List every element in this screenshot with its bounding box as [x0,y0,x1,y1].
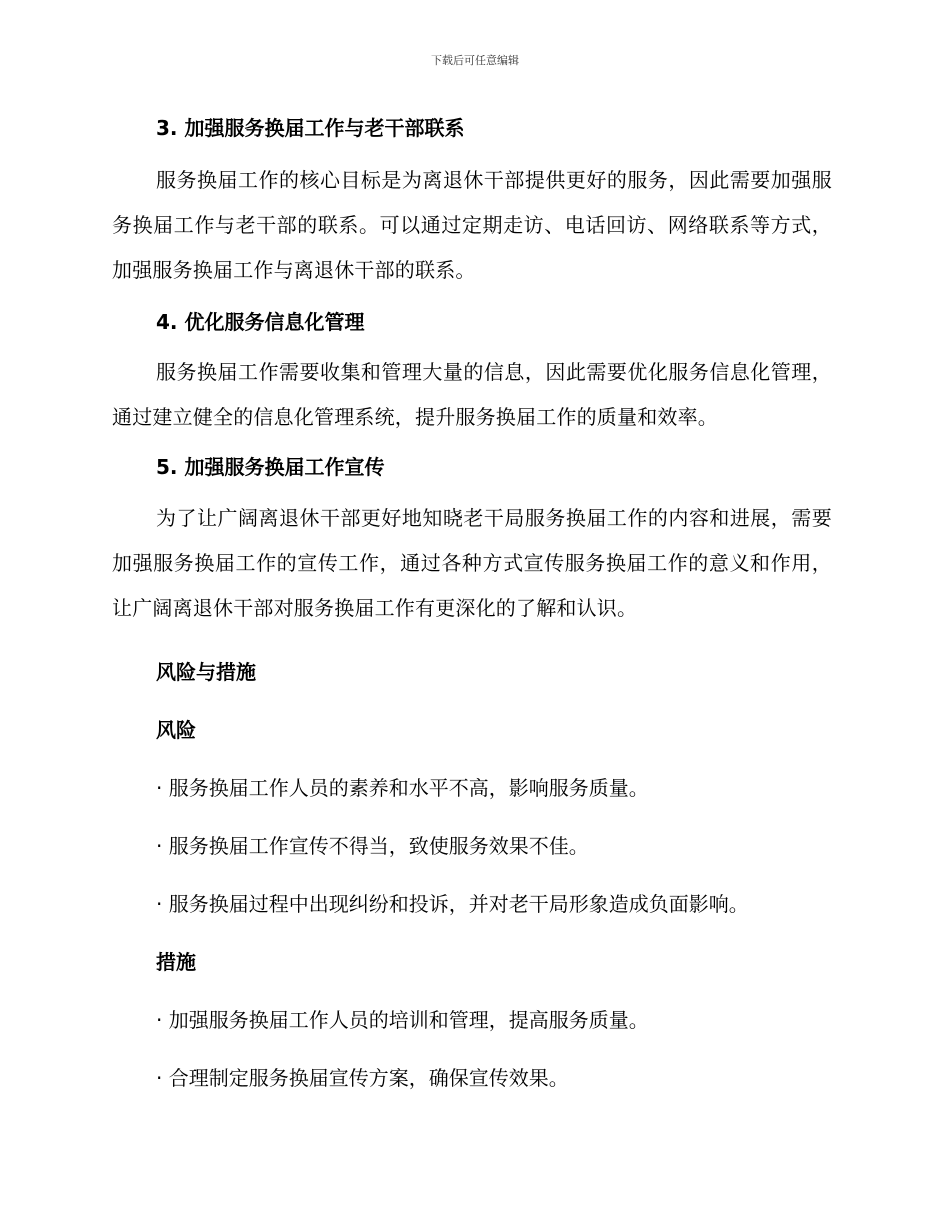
page-header: 下载后可任意编辑 [431,54,519,67]
section-4-paragraph: 服务换届工作需要收集和管理大量的信息，因此需要优化服务信息化管理，通过建立健全的信息化管理系统，提升服务换届工作的质量和效率。 [112,360,832,429]
risk-item: · 服务换届工作人员的素养和水平不高，影响服务质量。 [156,776,649,800]
section-5-heading: 5. 加强服务换届工作宣传 [156,455,385,479]
section-3-heading: 3. 加强服务换届工作与老干部联系 [156,116,465,140]
measures-subheading: 措施 [156,950,196,974]
section-3-paragraph: 服务换届工作的核心目标是为离退休干部提供更好的服务，因此需要加强服务换届工作与老干部的联系。可以通过定期走访、电话回访、网络联系等方式，加强服务换届工作与离退休干部的联系。 [112,168,832,282]
measure-item: · 合理制定服务换届宣传方案，确保宣传效果。 [156,1066,569,1090]
risk-item: · 服务换届过程中出现纠纷和投诉，并对老干局形象造成负面影响。 [156,892,749,916]
risk-subheading: 风险 [156,718,196,742]
risk-measures-title: 风险与措施 [156,660,256,684]
risk-item: · 服务换届工作宣传不得当，致使服务效果不佳。 [156,834,589,858]
measure-item: · 加强服务换届工作人员的培训和管理，提高服务质量。 [156,1008,649,1032]
section-5-paragraph: 为了让广阔离退休干部更好地知晓老干局服务换届工作的内容和进展，需要加强服务换届工作的宣传工作，通过各种方式宣传服务换届工作的意义和作用，让广阔离退休干部对服务换届工作有更深化的了解和认识。 [112,506,832,620]
section-4-heading: 4. 优化服务信息化管理 [156,310,365,334]
document-body [112,113,832,1093]
